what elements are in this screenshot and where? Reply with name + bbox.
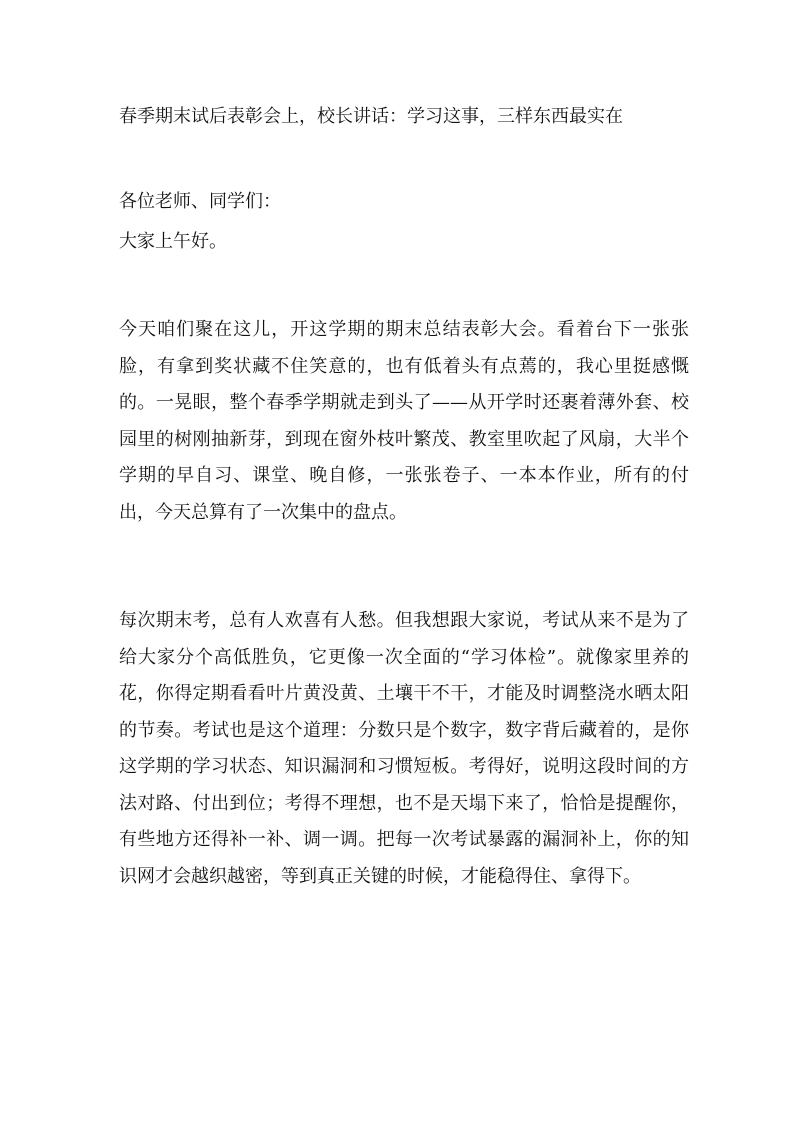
page-title: 春季期末试后表彰会上，校长讲话：学习这事，三样东西最实在: [119, 106, 623, 127]
paragraph-2: 每次期末考，总有人欢喜有人愁。但我想跟大家说，考试从来不是为了给大家分个高低胜负，它更像一次全面的“学习体检”。就像家里养的花，你得定期看看叶片黄没黄、土壤干不干，才能及时调整浇水晒太阳的节奏。考试也是这个道理：分数只是个数字，数字背后藏着的，是你这学期的学习状态、知识漏洞和习惯短板。考得好，说明这段时间的方法对路、付出到位；考得不理想，也不是天塌下来了，恰恰是提醒你，有些地方还得补一补、调一调。把每一次考试暴露的漏洞补上，你的知识网才会越织越密，等到真正关键的时候，才能稳得住、拿得下。: [119, 610, 689, 887]
salutation: 各位老师、同学们：: [119, 191, 281, 212]
greeting: 大家上午好。: [119, 231, 227, 252]
paragraph-1: 今天咱们聚在这儿，开这学期的期末总结表彰大会。看着台下一张张脸，有拿到奖状藏不住笑意的，也有低着头有点蔫的，我心里挺感慨的。一晃眼，整个春季学期就走到头了——从开学时还裹着薄外套、校园里的树刚抽新芽，到现在窗外枝叶繁茂、教室里吹起了风扇，大半个学期的早自习、课堂、晚自修，一张张卷子、一本本作业，所有的付出，今天总算有了一次集中的盘点。: [119, 319, 689, 523]
